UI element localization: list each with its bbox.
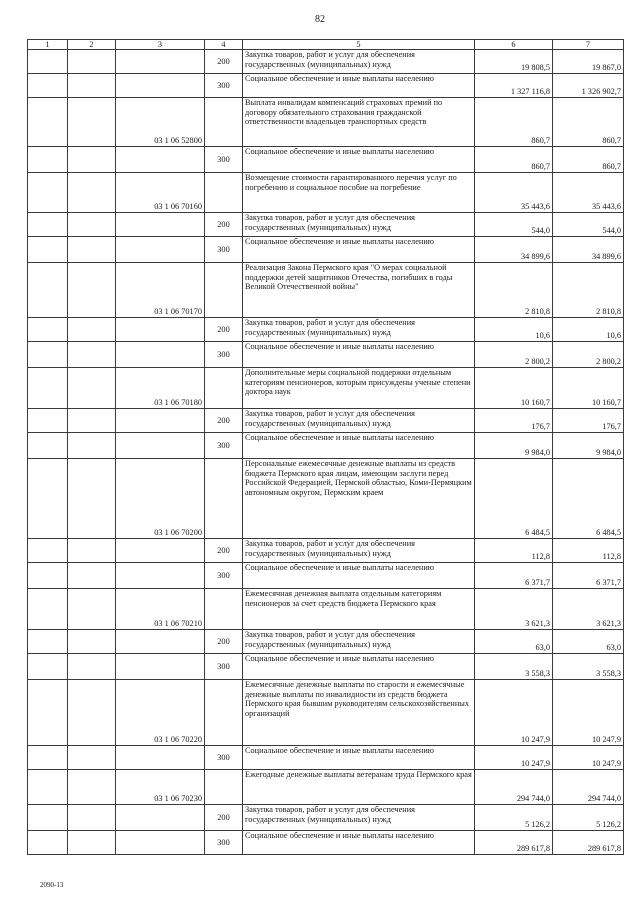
amount-col6-cell: 35 443,6	[475, 173, 553, 213]
amount-col6-cell: 860,7	[475, 98, 553, 147]
table-row	[28, 589, 624, 630]
col1-cell	[28, 237, 68, 263]
table-row	[28, 50, 624, 74]
description-cell: Реализация Закона Пермского края "О мерах социальной поддержки детей защитников Отечества, погибших в годы Великой Отечественной войны"	[243, 263, 475, 318]
description-cell: Социальное обеспечение и иные выплаты населению	[243, 831, 475, 855]
col1-cell	[28, 74, 68, 98]
col1-cell	[28, 589, 68, 630]
expense-type-cell: 300	[205, 746, 243, 770]
amount-col6-cell: 63,0	[475, 630, 553, 654]
amount-col7-cell: 10 247,9	[553, 680, 624, 746]
amount-col7-cell: 5 126,2	[553, 805, 624, 831]
amount-col6-cell: 2 800,2	[475, 342, 553, 368]
col2-cell	[68, 409, 116, 433]
description-cell: Закупка товаров, работ и услуг для обеспечения государственных (муниципальных) нужд	[243, 409, 475, 433]
col1-cell	[28, 98, 68, 147]
expense-type-cell: 300	[205, 74, 243, 98]
amount-col6-cell: 10,6	[475, 318, 553, 342]
col2-cell	[68, 173, 116, 213]
amount-col6-cell: 294 744,0	[475, 770, 553, 805]
col2-cell	[68, 831, 116, 855]
col2-cell	[68, 342, 116, 368]
target-code-cell	[116, 654, 205, 680]
expense-type-cell: 300	[205, 342, 243, 368]
target-code-cell	[116, 74, 205, 98]
page-number: 82	[315, 14, 325, 25]
target-code-cell	[116, 539, 205, 563]
col1-cell	[28, 173, 68, 213]
expense-type-cell	[205, 770, 243, 805]
expense-type-cell	[205, 459, 243, 539]
target-code-cell: 03 1 06 70160	[116, 173, 205, 213]
target-code-cell: 03 1 06 70200	[116, 459, 205, 539]
amount-col6-cell: 5 126,2	[475, 805, 553, 831]
col2-cell	[68, 654, 116, 680]
col2-cell	[68, 50, 116, 74]
col1-cell	[28, 831, 68, 855]
description-cell: Закупка товаров, работ и услуг для обеспечения государственных (муниципальных) нужд	[243, 805, 475, 831]
expense-type-cell: 300	[205, 433, 243, 459]
target-code-cell: 03 1 06 70220	[116, 680, 205, 746]
col1-cell	[28, 654, 68, 680]
target-code-cell	[116, 433, 205, 459]
amount-col6-cell: 6 484,5	[475, 459, 553, 539]
target-code-cell	[116, 318, 205, 342]
amount-col6-cell: 10 247,9	[475, 680, 553, 746]
table-row	[28, 147, 624, 173]
target-code-cell: 03 1 06 70230	[116, 770, 205, 805]
amount-col6-cell: 34 899,6	[475, 237, 553, 263]
col2-cell	[68, 368, 116, 409]
amount-col7-cell: 2 800,2	[553, 342, 624, 368]
target-code-cell: 03 1 06 70170	[116, 263, 205, 318]
table-row	[28, 563, 624, 589]
expense-type-cell: 300	[205, 654, 243, 680]
col1-cell	[28, 630, 68, 654]
table-row	[28, 173, 624, 213]
amount-col7-cell: 3 621,3	[553, 589, 624, 630]
table-row	[28, 654, 624, 680]
description-cell: Персональные ежемесячные денежные выплаты из средств бюджета Пермского края лицам, имеющим заслуги перед Российской Федерацией, Пермской областью, Коми-Пермяцким автономным округом, Пермским краем	[243, 459, 475, 539]
amount-col6-cell: 10 160,7	[475, 368, 553, 409]
amount-col6-cell: 112,8	[475, 539, 553, 563]
expense-type-cell: 200	[205, 318, 243, 342]
col2-cell	[68, 433, 116, 459]
amount-col6-cell: 544,0	[475, 213, 553, 237]
col1-cell	[28, 805, 68, 831]
expense-type-cell	[205, 173, 243, 213]
description-cell: Закупка товаров, работ и услуг для обеспечения государственных (муниципальных) нужд	[243, 539, 475, 563]
amount-col7-cell: 112,8	[553, 539, 624, 563]
amount-col7-cell: 1 326 902,7	[553, 74, 624, 98]
target-code-cell	[116, 805, 205, 831]
col2-cell	[68, 318, 116, 342]
description-cell: Возмещение стоимости гарантированного перечня услуг по погребению и социальное пособие на погребение	[243, 173, 475, 213]
amount-col7-cell: 34 899,6	[553, 237, 624, 263]
target-code-cell	[116, 50, 205, 74]
footer-document-code: 2090-13	[40, 881, 64, 889]
amount-col6-cell: 2 810,8	[475, 263, 553, 318]
col2-cell	[68, 770, 116, 805]
description-cell: Дополнительные меры социальной поддержки отдельным категориям пенсионеров, которым присуждены ученые степени доктора наук	[243, 368, 475, 409]
expense-type-cell	[205, 98, 243, 147]
col2-cell	[68, 563, 116, 589]
table-row	[28, 746, 624, 770]
col1-cell	[28, 563, 68, 589]
col1-cell	[28, 770, 68, 805]
amount-col7-cell: 860,7	[553, 98, 624, 147]
table-row	[28, 74, 624, 98]
table-header-row	[28, 40, 624, 50]
col1-cell	[28, 746, 68, 770]
expense-type-cell	[205, 680, 243, 746]
expense-type-cell	[205, 263, 243, 318]
col2-cell	[68, 680, 116, 746]
amount-col7-cell: 6 371,7	[553, 563, 624, 589]
amount-col7-cell: 10,6	[553, 318, 624, 342]
col1-cell	[28, 433, 68, 459]
amount-col6-cell: 19 808,5	[475, 50, 553, 74]
amount-col7-cell: 294 744,0	[553, 770, 624, 805]
col1-cell	[28, 539, 68, 563]
col1-cell	[28, 50, 68, 74]
col1-cell	[28, 409, 68, 433]
table-row	[28, 459, 624, 539]
amount-col6-cell: 10 247,9	[475, 746, 553, 770]
description-cell: Закупка товаров, работ и услуг для обеспечения государственных (муниципальных) нужд	[243, 318, 475, 342]
header-col-3: 3	[116, 40, 205, 50]
description-cell: Социальное обеспечение и иные выплаты населению	[243, 746, 475, 770]
col1-cell	[28, 459, 68, 539]
description-cell: Закупка товаров, работ и услуг для обеспечения государственных (муниципальных) нужд	[243, 50, 475, 74]
amount-col7-cell: 2 810,8	[553, 263, 624, 318]
amount-col6-cell: 3 558,3	[475, 654, 553, 680]
header-col-5: 5	[243, 40, 475, 50]
amount-col6-cell: 289 617,8	[475, 831, 553, 855]
col2-cell	[68, 213, 116, 237]
col1-cell	[28, 318, 68, 342]
col1-cell	[28, 342, 68, 368]
target-code-cell	[116, 409, 205, 433]
table-row	[28, 630, 624, 654]
description-cell: Ежемесячные денежные выплаты по старости и ежемесячные денежные выплаты по инвалидности из средств бюджета Пермского края бывшим руководителям сельскохозяйственных организаций	[243, 680, 475, 746]
amount-col7-cell: 35 443,6	[553, 173, 624, 213]
description-cell: Социальное обеспечение и иные выплаты населению	[243, 74, 475, 98]
expense-type-cell: 300	[205, 563, 243, 589]
expense-type-cell: 200	[205, 539, 243, 563]
expense-type-cell: 200	[205, 409, 243, 433]
expense-type-cell	[205, 589, 243, 630]
table-row	[28, 368, 624, 409]
description-cell: Социальное обеспечение и иные выплаты населению	[243, 654, 475, 680]
description-cell: Социальное обеспечение и иные выплаты населению	[243, 563, 475, 589]
col2-cell	[68, 147, 116, 173]
description-cell: Закупка товаров, работ и услуг для обеспечения государственных (муниципальных) нужд	[243, 213, 475, 237]
amount-col7-cell: 544,0	[553, 213, 624, 237]
col2-cell	[68, 630, 116, 654]
expense-type-cell: 200	[205, 805, 243, 831]
description-cell: Ежемесячная денежная выплата отдельным категориям пенсионеров за счет средств бюджета Пермского края	[243, 589, 475, 630]
col1-cell	[28, 147, 68, 173]
col2-cell	[68, 589, 116, 630]
target-code-cell	[116, 831, 205, 855]
col2-cell	[68, 237, 116, 263]
col2-cell	[68, 98, 116, 147]
col2-cell	[68, 459, 116, 539]
amount-col7-cell: 289 617,8	[553, 831, 624, 855]
header-col-2: 2	[68, 40, 116, 50]
amount-col7-cell: 10 247,9	[553, 746, 624, 770]
amount-col6-cell: 3 621,3	[475, 589, 553, 630]
table-row	[28, 433, 624, 459]
col1-cell	[28, 680, 68, 746]
amount-col6-cell: 9 984,0	[475, 433, 553, 459]
amount-col6-cell: 1 327 116,8	[475, 74, 553, 98]
amount-col7-cell: 6 484,5	[553, 459, 624, 539]
expense-type-cell: 300	[205, 237, 243, 263]
header-col-7: 7	[553, 40, 624, 50]
table-row	[28, 770, 624, 805]
description-cell: Социальное обеспечение и иные выплаты населению	[243, 433, 475, 459]
col2-cell	[68, 539, 116, 563]
target-code-cell: 03 1 06 52800	[116, 98, 205, 147]
table-row	[28, 342, 624, 368]
col1-cell	[28, 263, 68, 318]
expense-type-cell	[205, 368, 243, 409]
expense-type-cell: 200	[205, 630, 243, 654]
table-row	[28, 98, 624, 147]
target-code-cell	[116, 147, 205, 173]
target-code-cell	[116, 213, 205, 237]
target-code-cell	[116, 563, 205, 589]
header-col-4: 4	[205, 40, 243, 50]
target-code-cell	[116, 237, 205, 263]
expense-type-cell: 300	[205, 831, 243, 855]
description-cell: Социальное обеспечение и иные выплаты населению	[243, 342, 475, 368]
col2-cell	[68, 263, 116, 318]
table-row	[28, 263, 624, 318]
description-cell: Социальное обеспечение и иные выплаты населению	[243, 237, 475, 263]
amount-col6-cell: 860,7	[475, 147, 553, 173]
col2-cell	[68, 746, 116, 770]
description-cell: Закупка товаров, работ и услуг для обеспечения государственных (муниципальных) нужд	[243, 630, 475, 654]
expense-type-cell: 200	[205, 50, 243, 74]
description-cell: Выплата инвалидам компенсаций страховых премий по договору обязательного страхования гражданской ответственности владельцев транспортных средств	[243, 98, 475, 147]
amount-col7-cell: 9 984,0	[553, 433, 624, 459]
expense-type-cell: 300	[205, 147, 243, 173]
amount-col7-cell: 10 160,7	[553, 368, 624, 409]
header-col-6: 6	[475, 40, 553, 50]
target-code-cell	[116, 342, 205, 368]
description-cell: Ежегодные денежные выплаты ветеранам труда Пермского края	[243, 770, 475, 805]
amount-col7-cell: 176,7	[553, 409, 624, 433]
description-cell: Социальное обеспечение и иные выплаты населению	[243, 147, 475, 173]
header-col-1: 1	[28, 40, 68, 50]
amount-col7-cell: 3 558,3	[553, 654, 624, 680]
amount-col7-cell: 860,7	[553, 147, 624, 173]
target-code-cell: 03 1 06 70210	[116, 589, 205, 630]
table-row	[28, 409, 624, 433]
col1-cell	[28, 368, 68, 409]
table-row	[28, 213, 624, 237]
table-row	[28, 680, 624, 746]
target-code-cell	[116, 746, 205, 770]
amount-col6-cell: 176,7	[475, 409, 553, 433]
target-code-cell	[116, 630, 205, 654]
table-row	[28, 237, 624, 263]
amount-col7-cell: 19 867,0	[553, 50, 624, 74]
col2-cell	[68, 74, 116, 98]
table-row	[28, 831, 624, 855]
expense-type-cell: 200	[205, 213, 243, 237]
amount-col6-cell: 6 371,7	[475, 563, 553, 589]
target-code-cell: 03 1 06 70180	[116, 368, 205, 409]
table-row	[28, 318, 624, 342]
col2-cell	[68, 805, 116, 831]
table-row	[28, 805, 624, 831]
amount-col7-cell: 63,0	[553, 630, 624, 654]
budget-table	[27, 39, 624, 855]
table-row	[28, 539, 624, 563]
col1-cell	[28, 213, 68, 237]
